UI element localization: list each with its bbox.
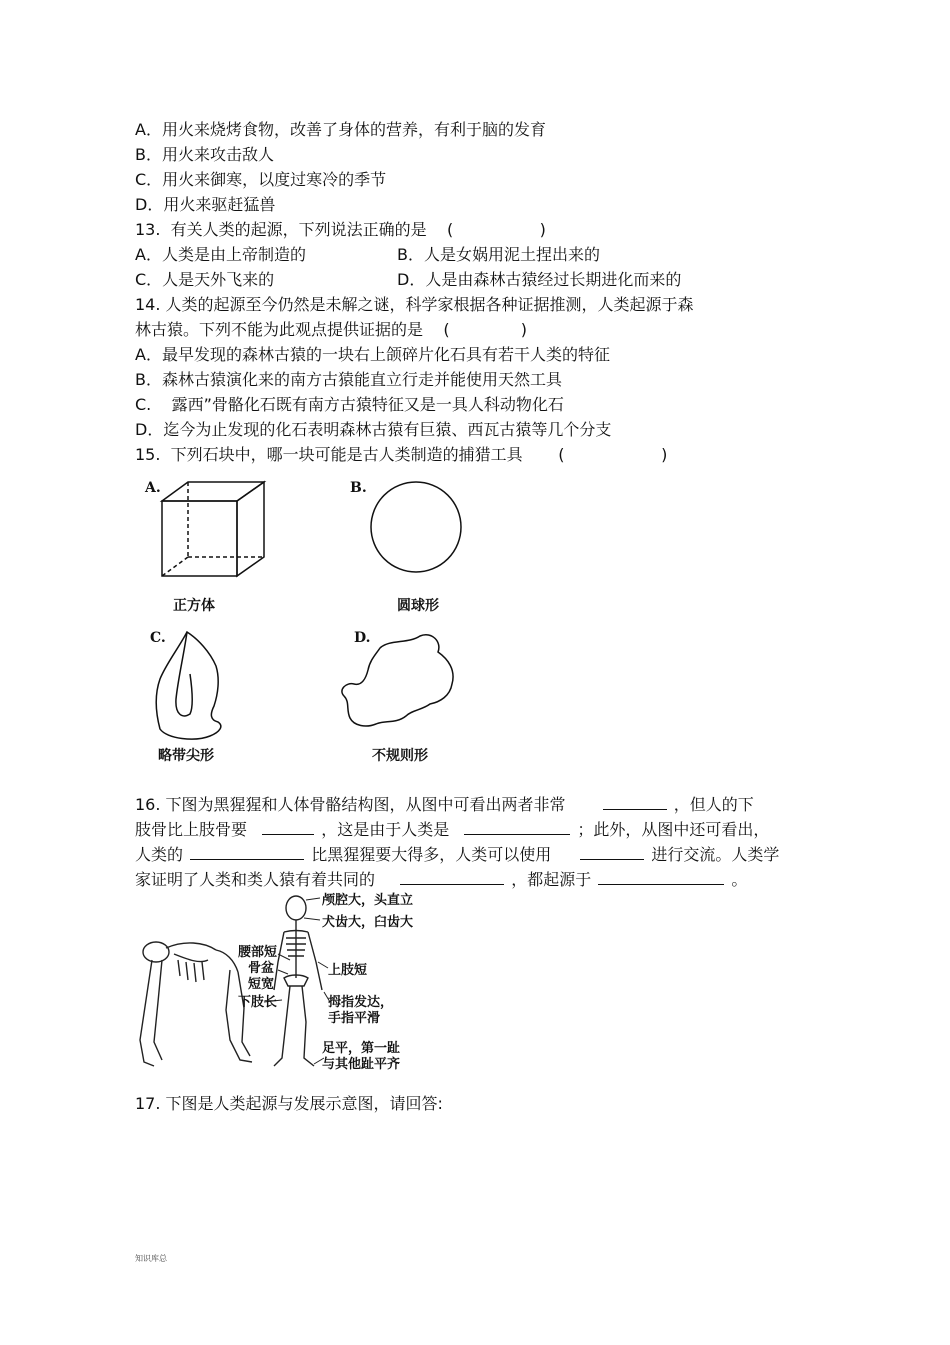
annotation-foot-2: 与其他趾平齐 [322,1057,401,1072]
q12-option-b: B．用火来攻击敌人 [135,145,274,164]
q15-caption-a: 正方体 [173,598,215,614]
q15-label-b: B. [350,480,367,496]
q17-stem: 17. 下图是人类起源与发展示意图，请回答: [135,1094,443,1113]
q13-option-b: B．人是女娲用泥土捏出来的 [397,245,600,264]
q15-label-a: A. [145,480,161,496]
annotation-thumb-2: 手指平滑 [328,1011,381,1026]
cube-shape [162,482,264,576]
page-footer: 知识库总 [135,1254,167,1263]
q14-option-d: D．迄今为止发现的化石表明森林古猿有巨猿、西瓦古猿等几个分支 [135,420,612,439]
q16-text-4c: 。 [731,870,748,889]
irregular-stone-shape [342,635,453,726]
q14-stem-line2: 林古猿。下列不能为此观点提供证据的是 ( ) [135,320,528,339]
q16-text-1a: 16. 下图为黑猩猩和人体骨骼结构图，从图中可看出两者非常 [135,795,566,814]
q16-text-2c: ；此外，从图中还可看出， [577,820,770,839]
q15-stone-figure [140,474,500,774]
q16-line3 [135,843,779,866]
q14-option-b: B．森林古猿演化来的南方古猿能直立行走并能使用天然工具 [135,370,562,389]
annotation-skull: 颅腔大，头直立 [322,893,414,908]
q14-stem-line1: 14. 人类的起源至今仍然是未解之谜，科学家根据各种证据推测，人类起源于森 [135,295,694,314]
q15-caption-c: 略带尖形 [158,748,214,764]
q15-caption-b: 圆球形 [397,598,439,614]
annotation-foot-1: 足平，第一趾 [322,1041,401,1056]
annotation-arm: 上肢短 [328,963,368,978]
q16-text-3c: 进行交流。人类学 [651,845,780,864]
q16-text-4a: 家证明了人类和类人猿有着共同的 [135,870,376,889]
q16-text-3a: 人类的 [135,845,184,864]
annotation-teeth: 犬齿大，臼齿大 [322,915,414,930]
q16-line4 [135,868,747,891]
q16-blank-7[interactable] [598,868,724,885]
q12-option-a: A．用火来烧烤食物，改善了身体的营养，有利于脑的发育 [135,120,546,139]
q16-text-2b: ，这是由于人类是 [321,820,450,839]
q16-blank-4[interactable] [190,843,304,860]
annotation-pelvis-1: 骨盆 [248,961,275,976]
q13-option-a: A．人类是由上帝制造的 [135,245,306,264]
skeleton-comparison-figure [134,890,434,1072]
q16-text-4b: ，都起源于 [511,870,592,889]
q15-stem: 15. 下列石块中，哪一块可能是古人类制造的捕猎工具 ( ) [135,445,668,464]
annotation-thumb-1: 拇指发达， [328,995,394,1010]
q16-blank-3[interactable] [464,818,570,835]
q16-blank-5[interactable] [580,843,644,860]
q15-label-d: D. [354,630,371,646]
q12-option-d: D．用火来驱赶猛兽 [135,195,276,214]
q16-blank-6[interactable] [400,868,504,885]
chimpanzee-skeleton-icon [140,942,252,1066]
human-skeleton-icon [274,896,322,1066]
q13-options-row2 [135,269,835,291]
q13-option-c: C．人是天外飞来的 [135,270,275,289]
annotation-pelvis-2: 短宽 [248,977,275,992]
q16-line1 [135,793,754,816]
q14-option-a: A．最早发现的森林古猿的一块右上颌碎片化石具有若干人类的特征 [135,345,610,364]
q15-caption-d: 不规则形 [372,748,428,764]
annotation-waist: 腰部短 [238,945,278,960]
pointed-stone-shape [156,632,221,739]
q12-option-c: C．用火来御寒，以度过寒冷的季节 [135,170,387,189]
q14-option-c: C. 露西”骨骼化石既有南方古猿特征又是一具人科动物化石 [135,395,564,414]
sphere-shape [371,482,461,572]
q16-blank-2[interactable] [262,818,314,835]
q16-line2 [135,818,769,841]
q16-text-3b: 比黑猩猩要大得多，人类可以使用 [311,845,552,864]
q16-text-1b: ，但人的下 [673,795,754,814]
q13-option-d: D．人是由森林古猿经过长期进化而来的 [397,270,682,289]
q13-stem: 13. 有关人类的起源，下列说法正确的是 ( ) [135,220,546,239]
annotation-leg: 下肢长 [238,995,278,1010]
q15-label-c: C. [150,630,166,646]
q13-options-row1 [135,244,835,266]
q16-text-2a: 肢骨比上肢骨要 [135,820,248,839]
q16-blank-1[interactable] [603,793,667,810]
